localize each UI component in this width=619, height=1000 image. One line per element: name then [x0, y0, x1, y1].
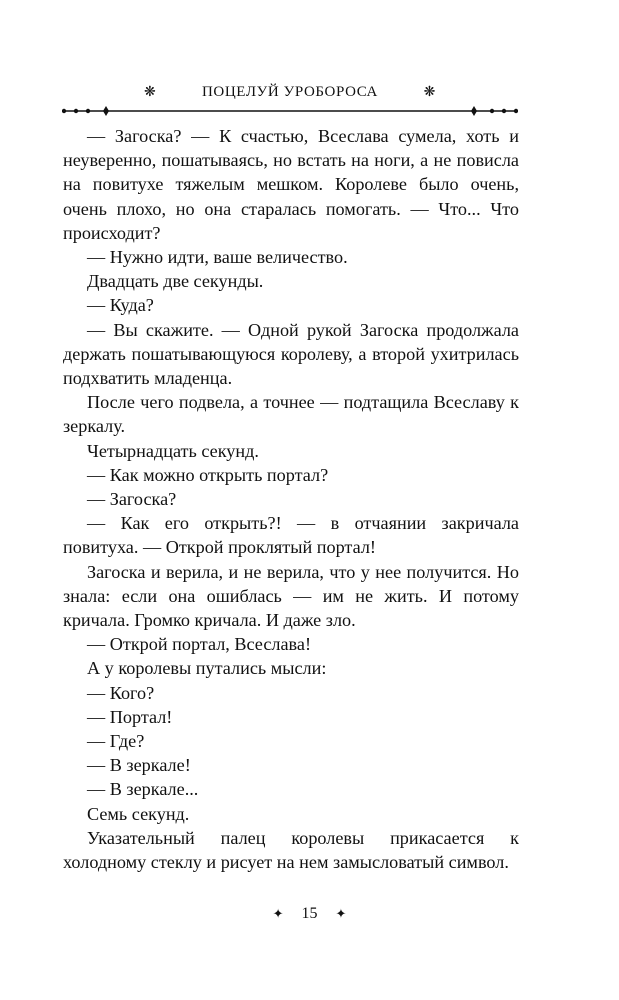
paragraph: — Портал!: [87, 706, 173, 727]
paragraph: — Где?: [87, 731, 145, 752]
paragraph: — Открой портал, Всеслава!: [87, 634, 312, 655]
paragraph: — В зеркале!: [87, 755, 191, 776]
paragraph: Четырнадцать секунд.: [87, 440, 259, 461]
flower-ornament-icon: ❋: [144, 85, 157, 100]
paragraph: — В зеркале...: [87, 779, 199, 800]
paragraph: — Нужно идти, ваше величество.: [87, 247, 348, 268]
flower-ornament-icon: ❋: [423, 85, 436, 100]
paragraph: — Загоска? — К счастью, Всеслава сумела, хоть и неуверенно, пошатываясь, но встать на ноги, а не повисла на повитухе тяжелым мешком. Королеве было очень, очень плохо, но она старалась помогать. — Что... Что происходит?: [63, 126, 519, 243]
book-title: ПОЦЕЛУЙ УРОБОРОСА: [202, 84, 378, 100]
paragraph: Указательный палец королевы прикасается к холодному стеклу и рисует на нем замысловатый символ.: [63, 827, 519, 873]
paragraph: — Вы скажите. — Одной рукой Загоска продолжала держать пошатывающуюся королеву, а второй ухитрилась подхватить младенца.: [63, 319, 519, 389]
paragraph: — Куда?: [87, 295, 154, 316]
page-footer: [0, 905, 619, 923]
paragraph: — Загоска?: [87, 489, 177, 510]
divider-rule-icon: [62, 104, 518, 118]
page-body: [63, 124, 519, 874]
running-header: [62, 84, 518, 101]
paragraph: — Как его открыть?! — в отчаянии закричала повитуха. — Открой проклятый портал!: [63, 513, 519, 558]
star-ornament-icon: ✦: [272, 906, 284, 922]
star-ornament-icon: ✦: [335, 906, 347, 922]
paragraph: — Кого?: [87, 682, 155, 703]
paragraph: После чего подвела, а точнее — подтащила Всеславу к зеркалу.: [63, 392, 519, 437]
page-number: 15: [301, 905, 318, 923]
paragraph: — Как можно открыть портал?: [87, 464, 329, 485]
paragraph: Семь секунд.: [87, 803, 190, 824]
paragraph: Загоска и верила, и не верила, что у нее получится. Но знала: если она ошиблась — им не жить. И потому кричала. Громко кричала. И даже зло.: [63, 561, 519, 631]
paragraph: Двадцать две секунды.: [87, 271, 264, 292]
header-divider: [62, 104, 518, 118]
paragraph: А у королевы путались мысли:: [87, 658, 327, 679]
